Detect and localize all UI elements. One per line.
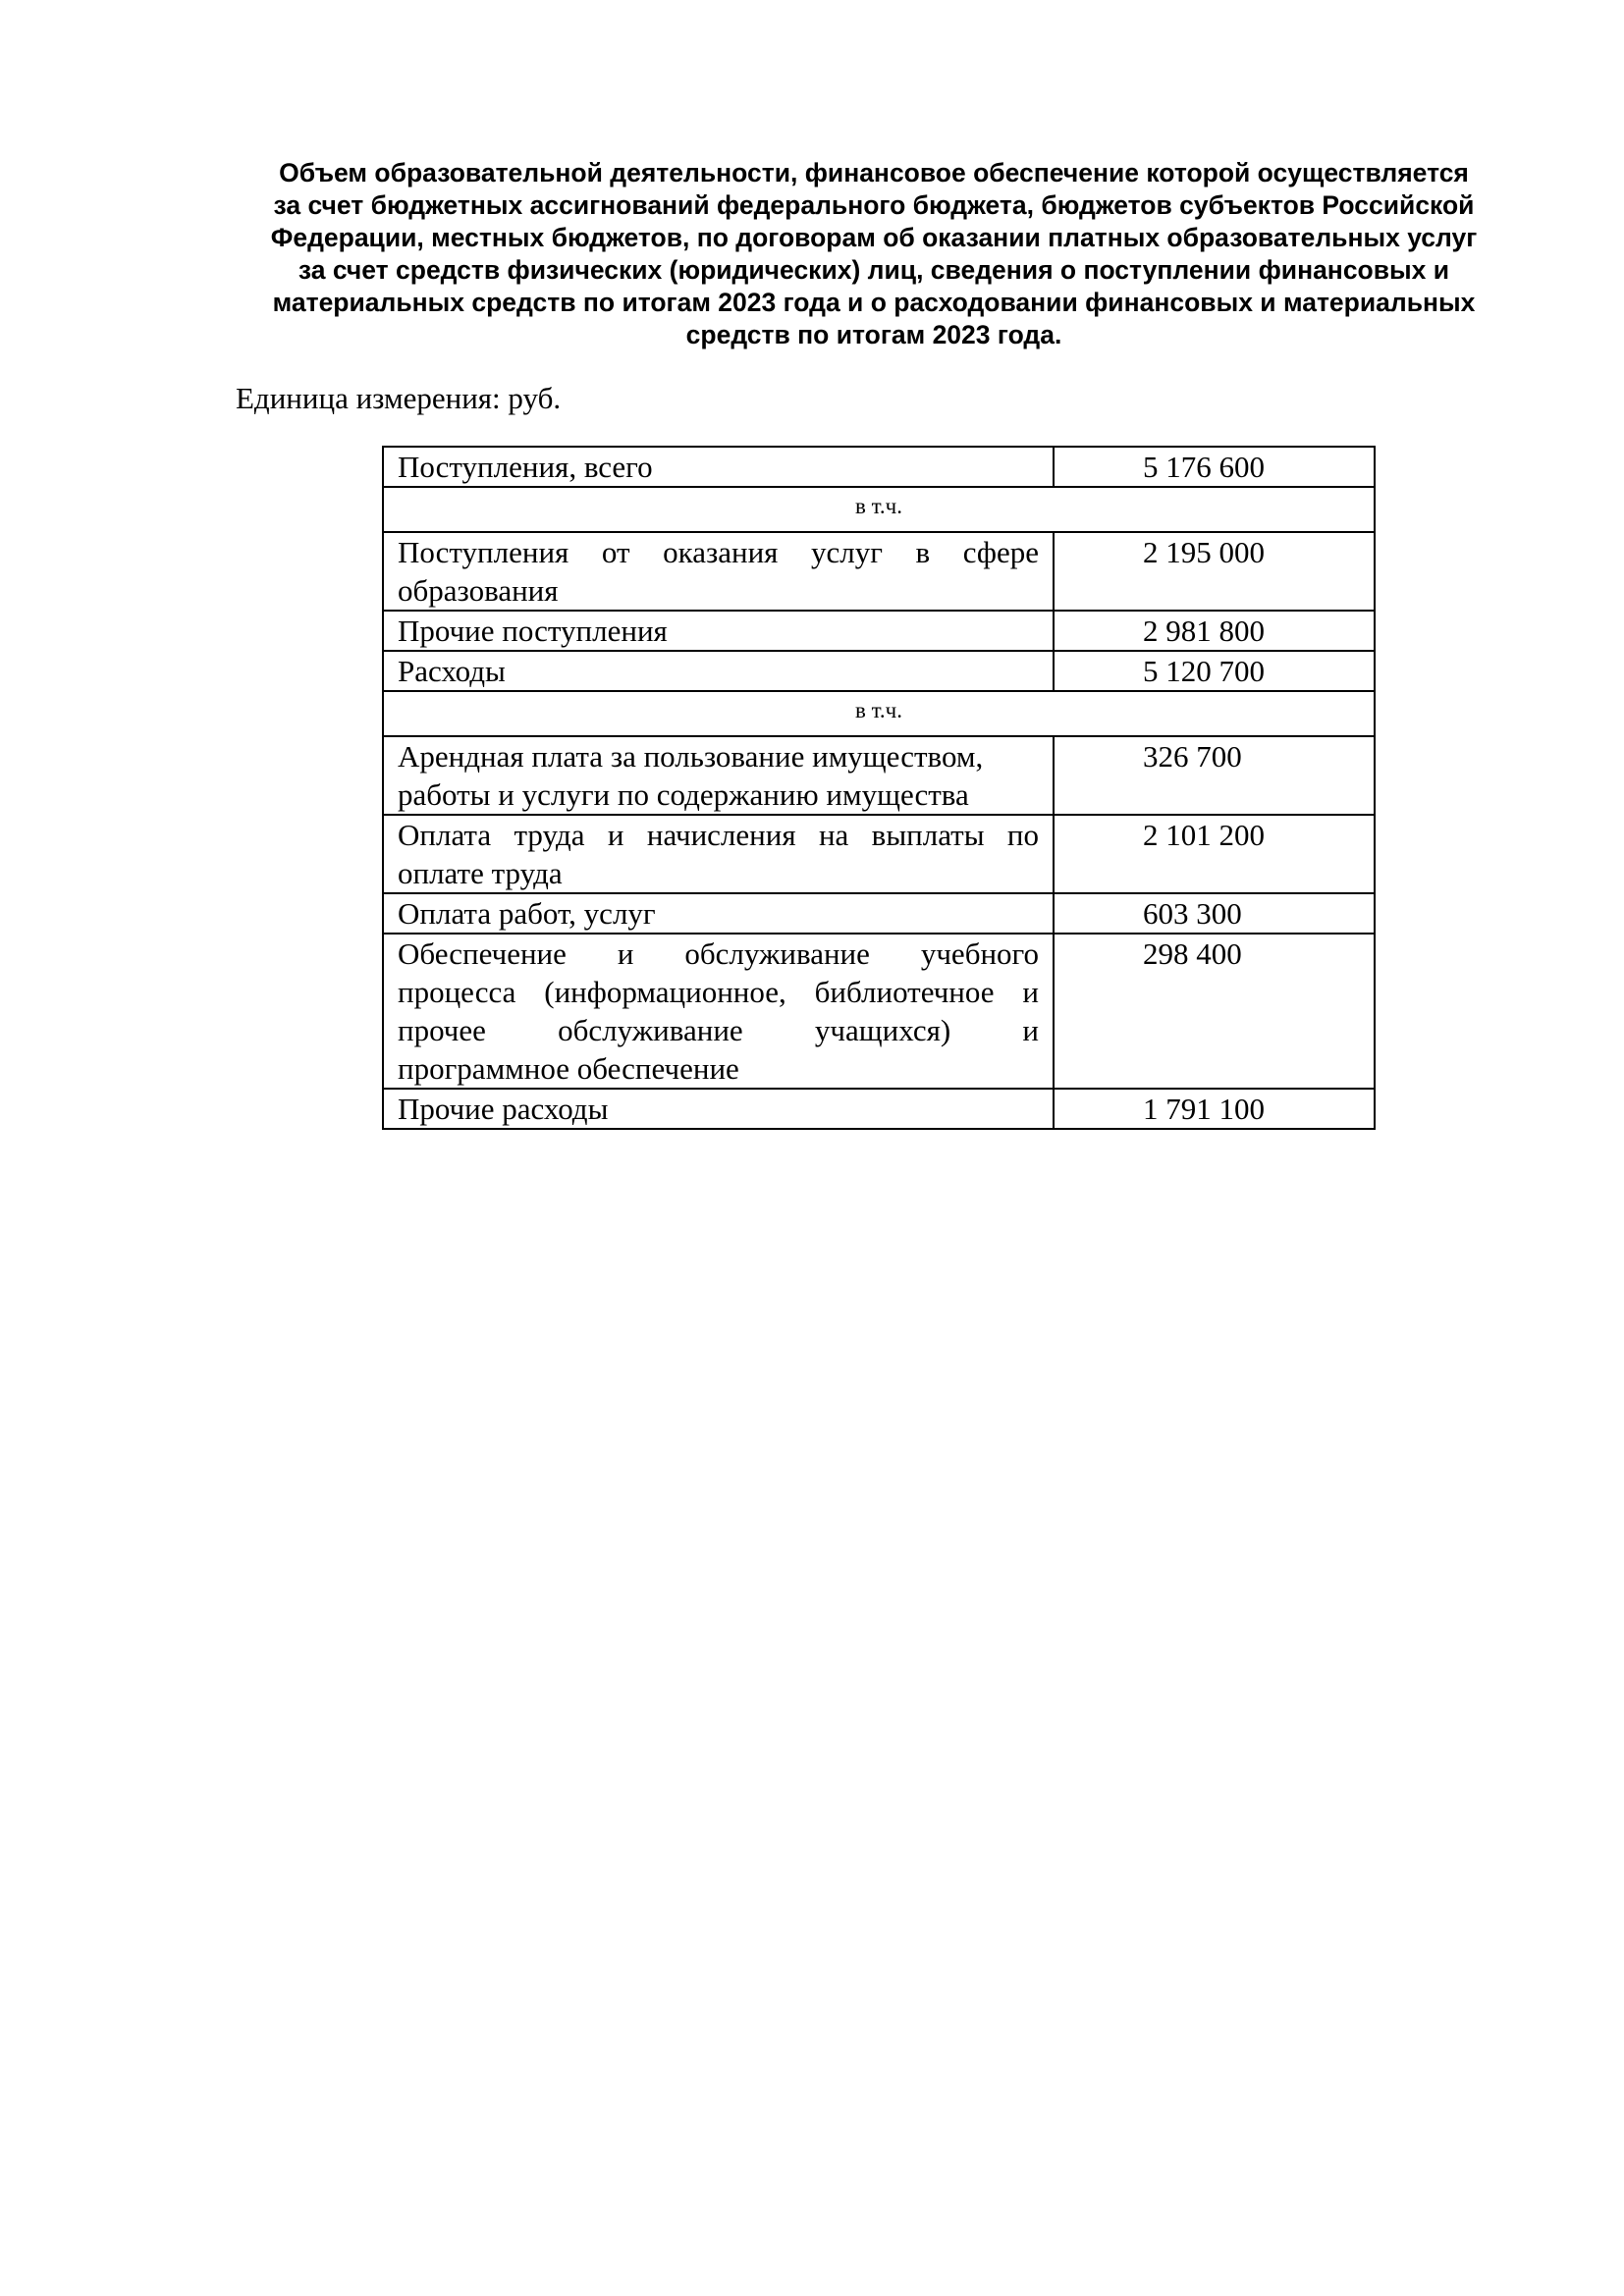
row-label: Прочие поступления [383,611,1054,651]
title-line: Объем образовательной деятельности, финансовое обеспечение которой осуществляется [279,158,1469,187]
row-label: Оплата труда и начисления на выплаты по оплате труда [383,815,1054,893]
row-value: 298 400 [1054,934,1375,1089]
table-row-subheading [383,691,1375,736]
subheading-label: в т.ч. [383,487,1375,532]
row-label: Оплата работ, услуг [383,893,1054,934]
row-value: 326 700 [1054,736,1375,815]
title-line: за счет бюджетных ассигнований федерального бюджета, бюджетов субъектов Российской [273,190,1475,220]
table-row-other-expenses [383,1089,1375,1129]
unit-of-measure: Единица измерения: руб. [236,381,562,415]
row-label: Прочие расходы [383,1089,1054,1129]
row-value: 2 101 200 [1054,815,1375,893]
title-line: за счет средств физических (юридических) лиц, сведения о поступлении финансовых и [298,255,1450,285]
table-row-services [383,893,1375,934]
row-label: Арендная плата за пользование имуществом, работы и услуги по содержанию имущества [383,736,1054,815]
row-value: 5 176 600 [1054,447,1375,487]
row-value: 603 300 [1054,893,1375,934]
table-row-total-income [383,447,1375,487]
row-label: Обеспечение и обслуживание учебного процесса (информационное, библиотечное и прочее обслуживание учащихся) и программное обеспечение [383,934,1054,1089]
title-line: Федерации, местных бюджетов, по договорам об оказании платных образовательных услуг [270,223,1478,252]
document-title [216,157,1532,351]
row-value: 5 120 700 [1054,651,1375,691]
row-label: Расходы [383,651,1054,691]
table-row-education-process [383,934,1375,1089]
table-row-other-income [383,611,1375,651]
table-row-expenses [383,651,1375,691]
row-value: 2 981 800 [1054,611,1375,651]
table-row-rent [383,736,1375,815]
table-row-subheading [383,487,1375,532]
row-value: 2 195 000 [1054,532,1375,611]
title-line: материальных средств по итогам 2023 года и о расходовании финансовых и материальных [272,288,1476,317]
title-line: средств по итогам 2023 года. [685,320,1062,349]
row-label: Поступления от оказания услуг в сфере образования [383,532,1054,611]
finance-table [382,446,1376,1130]
table-row-education-income [383,532,1375,611]
table-row-salary [383,815,1375,893]
row-label: Поступления, всего [383,447,1054,487]
row-value: 1 791 100 [1054,1089,1375,1129]
subheading-label: в т.ч. [383,691,1375,736]
